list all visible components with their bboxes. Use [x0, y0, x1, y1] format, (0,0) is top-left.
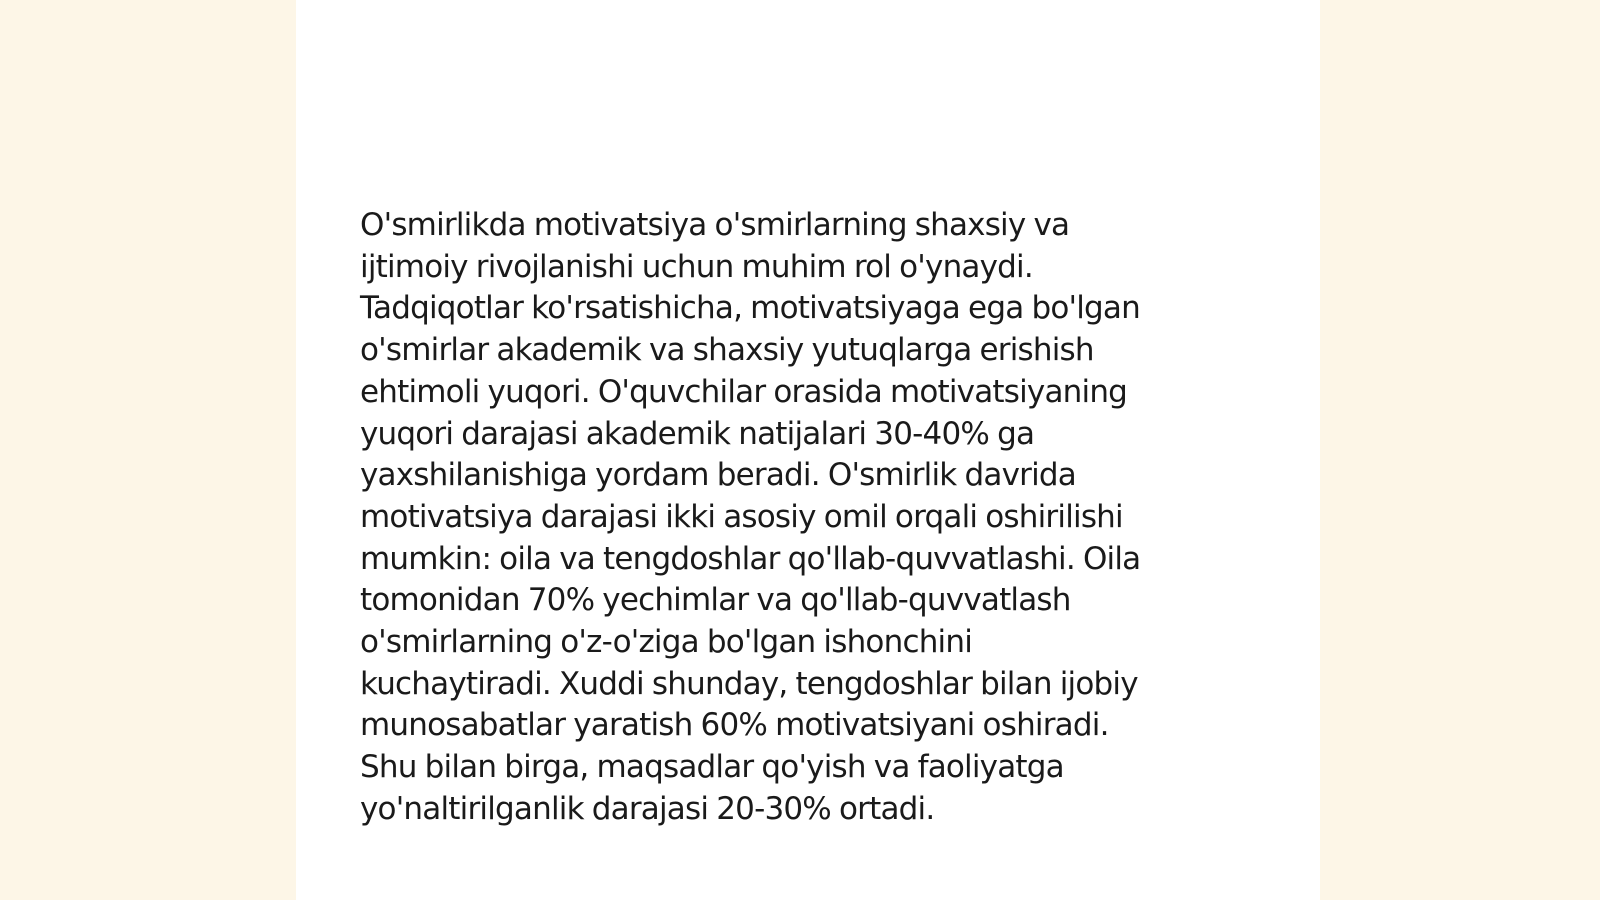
document-page [296, 0, 1320, 900]
body-paragraph: O'smirlikda motivatsiya o'smirlarning shaxsiy va ijtimoiy rivojlanishi uchun muhim rol o'ynaydi. Tadqiqotlar ko'rsatishicha, motivatsiyaga ega bo'lgan o'smirlar akademik va shaxsiy yutuqlarga erishish ehtimoli yuqori. O'quvchilar orasida motivatsiyaning yuqori darajasi akademik natijalari 30-40% ga yaxshilanishiga yordam beradi. O'smirlik davrida motivatsiya darajasi ikki asosiy omil orqali oshirilishi mumkin: oila va tengdoshlar qo'llab-quvvatlashi. Oila tomonidan 70% yechimlar va qo'llab-quvvatlash o'smirlarning o'z-o'ziga bo'lgan ishonchini kuchaytiradi. Xuddi shunday, tengdoshlar bilan ijobiy munosabatlar yaratish 60% motivatsiyani oshiradi. Shu bilan birga, maqsadlar qo'yish va faoliyatga yo'naltirilganlik darajasi 20-30% ortadi. [360, 207, 1141, 827]
